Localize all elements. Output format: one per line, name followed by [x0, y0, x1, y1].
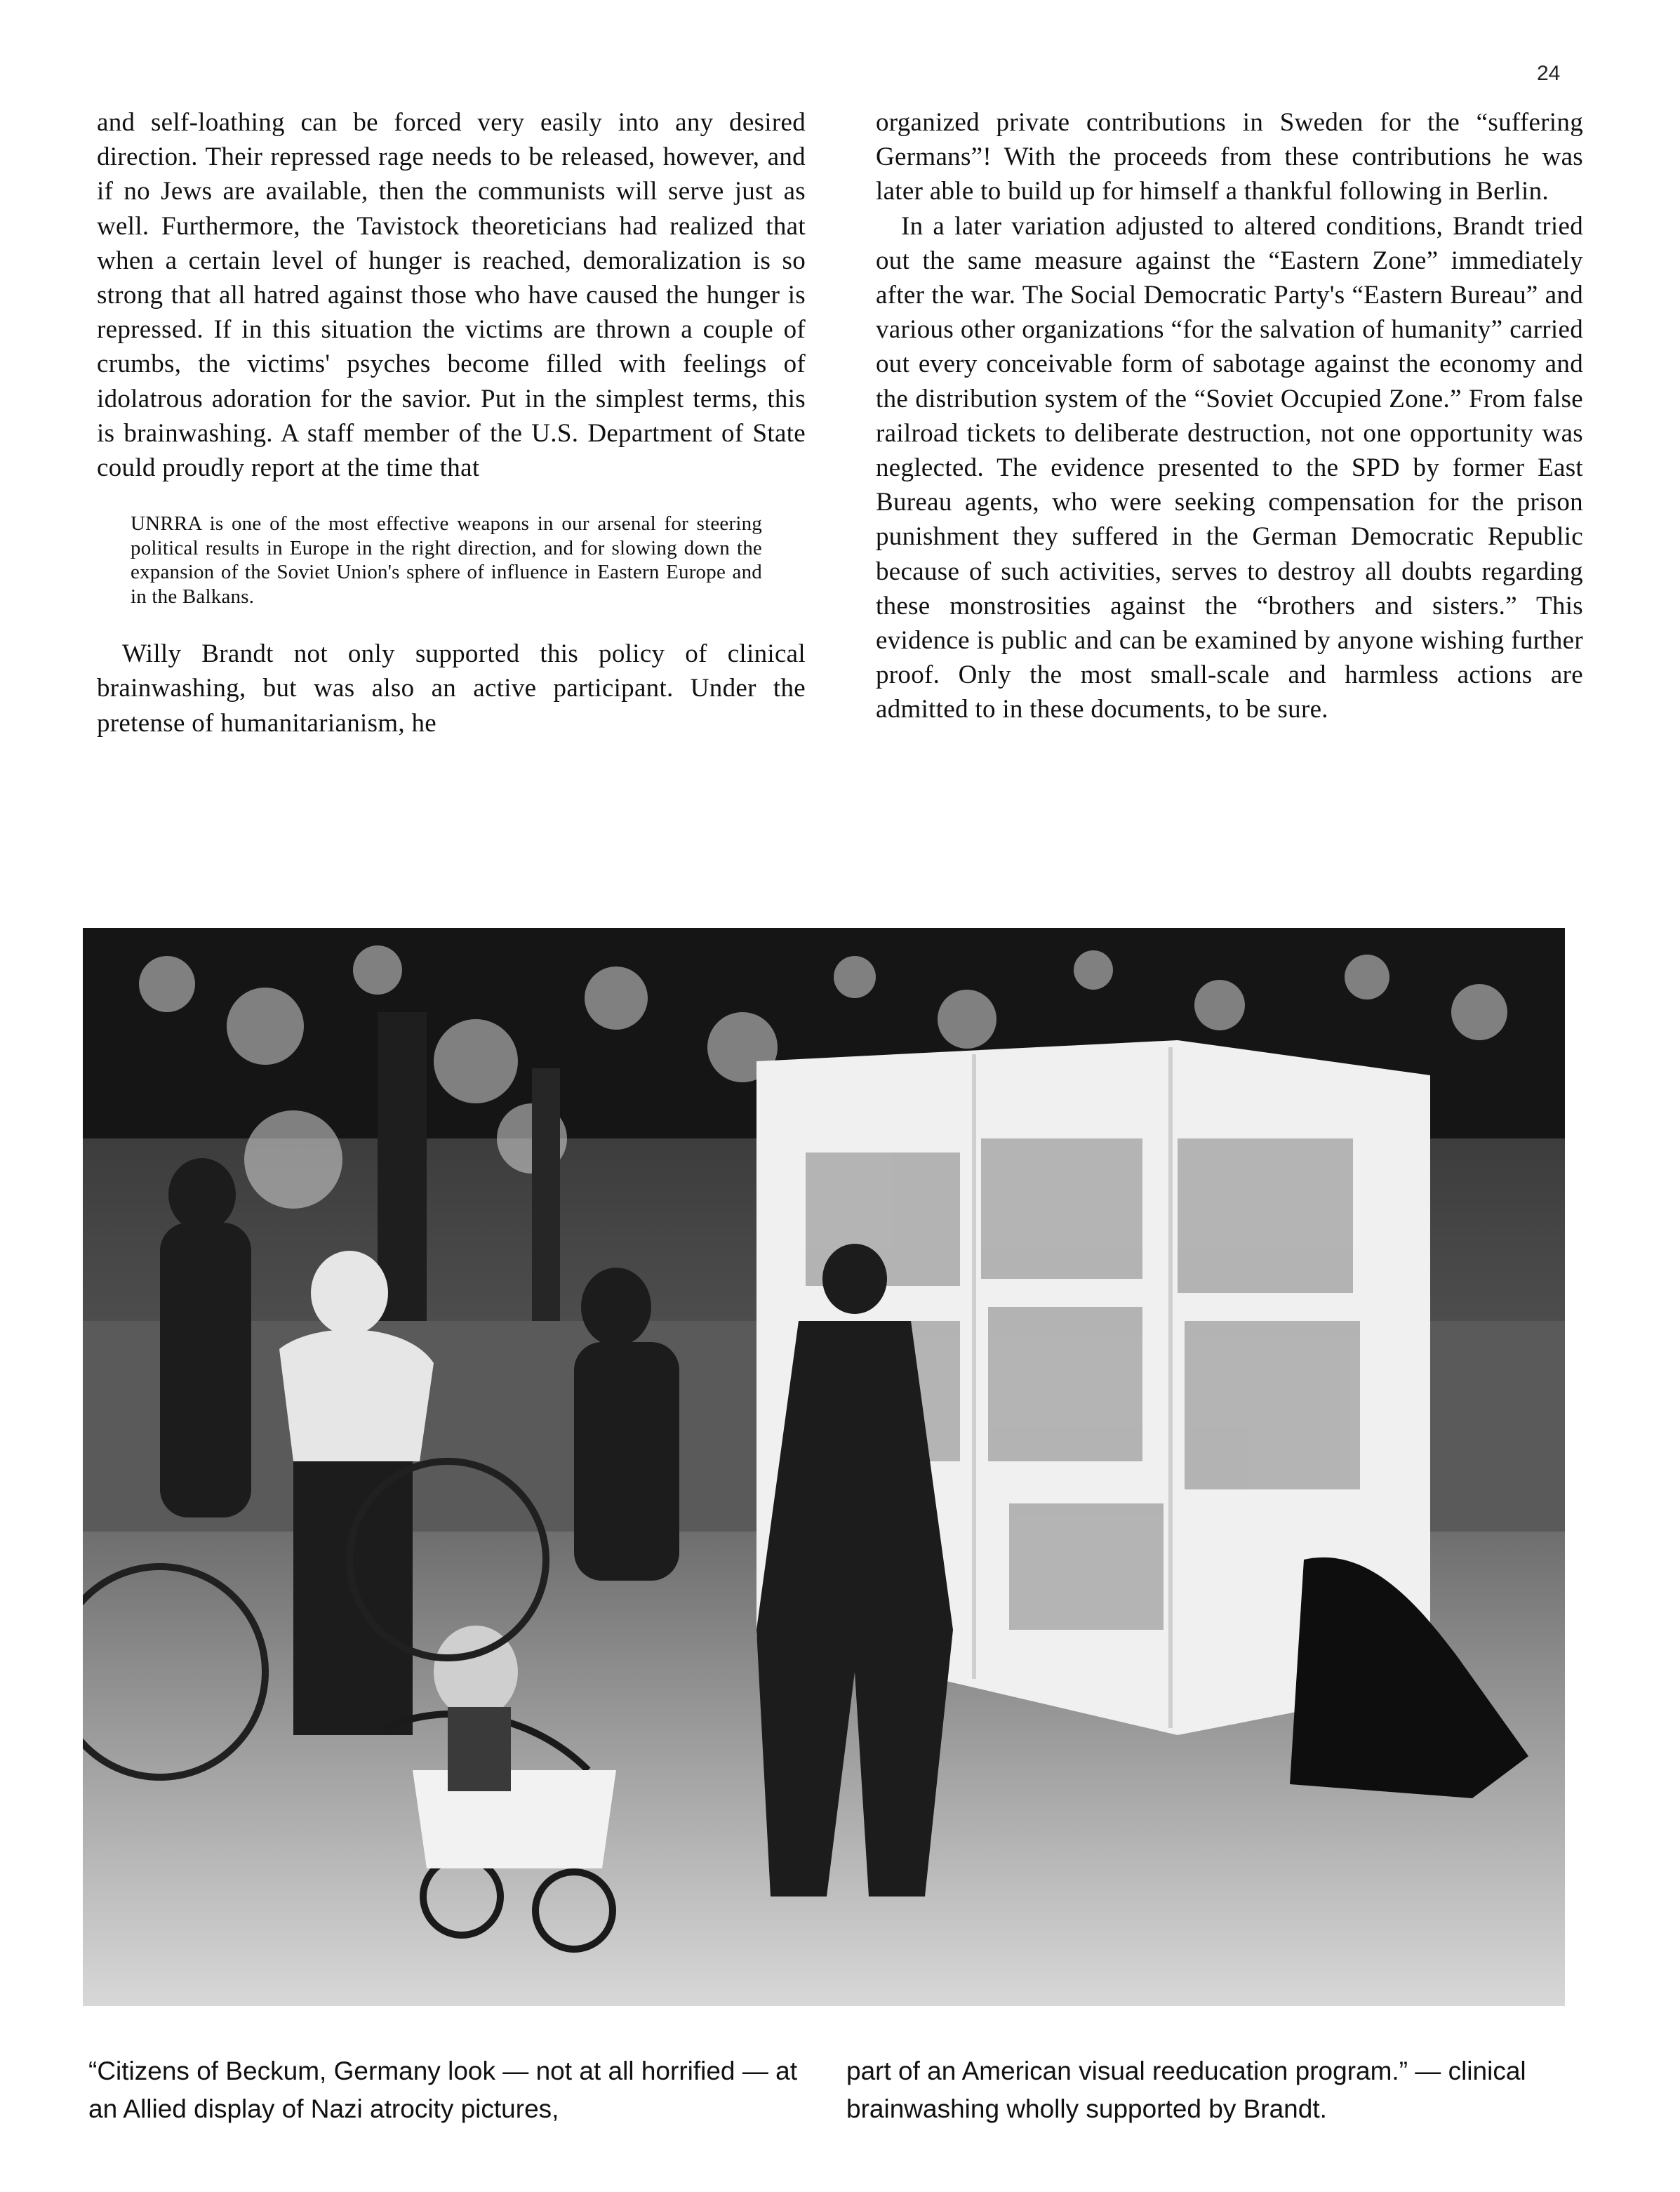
- photograph: [83, 928, 1565, 2006]
- block-quote: UNRRA is one of the most effective weapons in our arsenal for steering political results in Europe in the right direction, and for slowing down the expansion of the Soviet Union's sphere of influence in Eastern Europe and in the Balkans.: [131, 512, 762, 608]
- body-paragraph: and self-loathing can be forced very easily into any desired direction. Their repressed rage needs to be released, however, and if no Jews are available, then the communists will serve just as well. Furthermore, the Tavistock theoreticians had realized that when a certain level of hunger is reached, demoralization is so strong that all hatred against those who have caused the hunger is repressed. If in this situation the victims are thrown a couple of crumbs, the victims' psyches become filled with feelings of idolatrous adoration for the savior. Put in the simplest terms, this is brainwashing. A staff member of the U.S. Department of State could proudly report at the time that: [97, 108, 806, 483]
- photo-caption-right: part of an American visual reeducation program.” — clinical brainwashing wholly supported by Brandt.: [846, 2057, 1526, 2123]
- body-paragraph: Willy Brandt not only supported this policy of clinical brainwashing, but was also an active participant. Under the pretense of humanitarianism, he: [97, 639, 806, 738]
- right-column: [876, 105, 1583, 727]
- body-paragraph: In a later variation adjusted to altered conditions, Brandt tried out the same measure against the “Eastern Zone” immediately after the war. The Social Democratic Party's “Eastern Bureau” and various other organizations “for the salvation of humanity” carried out every conceivable form of sabotage against the economy and the distribution system of the “Soviet Occupied Zone.” From false railroad tickets to deliberate destruction, not one opportunity was neglected. The evidence presented to the SPD by former East Bureau agents, who were seeking compensation for the prison punishment they suffered in the German Democratic Republic because of such activities, serves to destroy all doubts regarding these monstrosities against the “brothers and sisters.” This evidence is public and can be examined by anyone wishing further proof. Only the most small-scale and harmless actions are admitted to in these documents, to be sure.: [876, 211, 1583, 724]
- page-number: 24: [1537, 62, 1561, 85]
- photo-caption-left: “Citizens of Beckum, Germany look — not at all horrified — at an Allied display of Nazi atrocity pictures,: [88, 2057, 797, 2123]
- body-paragraph: organized private contributions in Sweden for the “suffering Germans”! With the proceeds from these contributions he was later able to build up for himself a thankful following in Berlin.: [876, 108, 1583, 206]
- left-column: [97, 105, 806, 740]
